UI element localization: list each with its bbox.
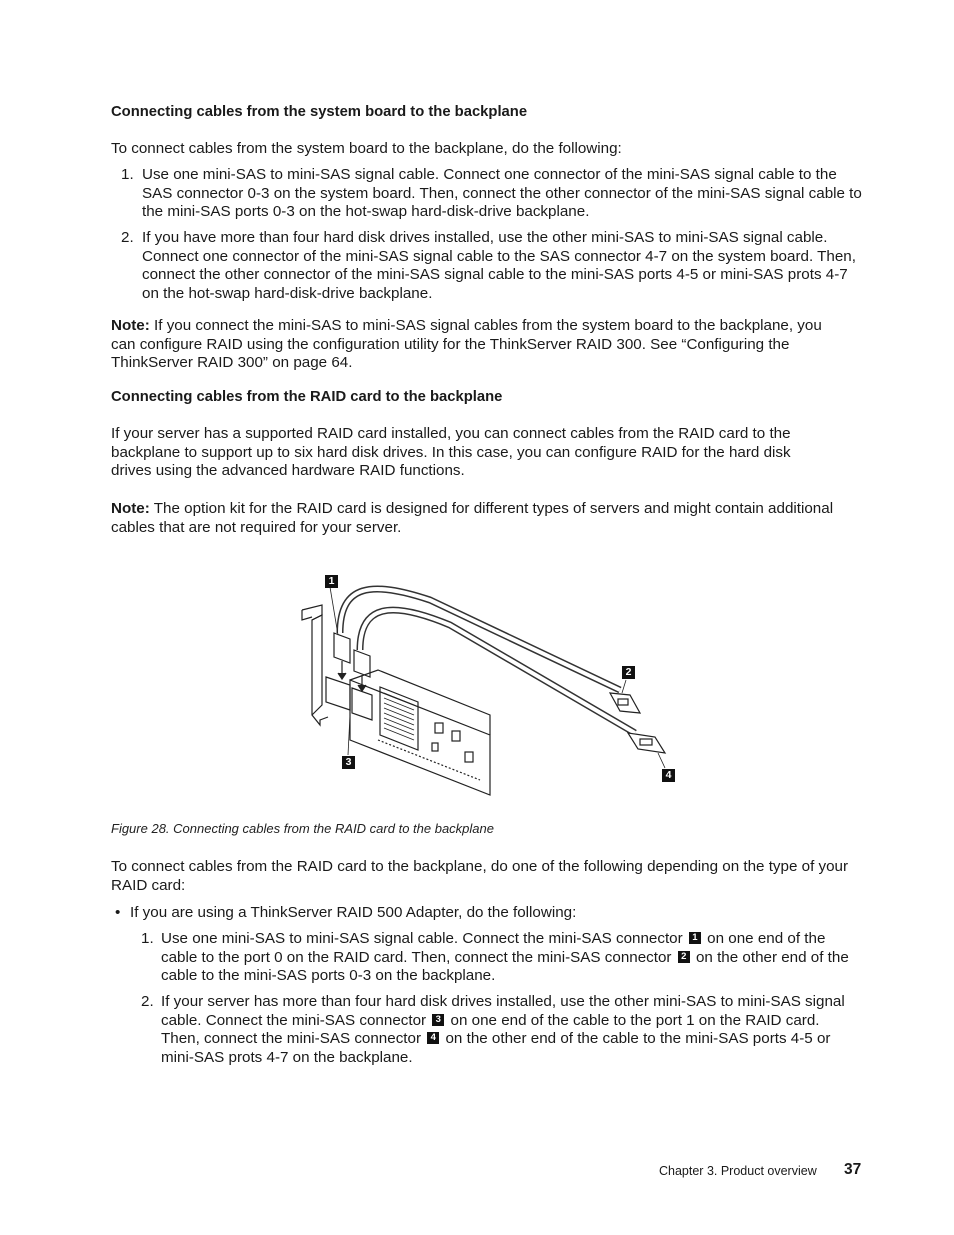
- raid-card-illustration: [290, 565, 690, 805]
- step-text-part: on the other end of the cable to the mini-SAS ports 4-5 or mini-SAS prots 4-7 on the backplane.: [161, 1030, 831, 1066]
- callout-2: 2: [622, 666, 635, 679]
- step-text: Use one mini-SAS to mini-SAS signal cable. Connect one connector of the mini-SAS signal cable to the SAS connector 0-3 on the system board. Then, connect the other connector of the mini-SAS signal cable to the mini-SAS ports 0-3 on the hot-swap hard-disk-drive backplane.: [142, 166, 862, 221]
- note: [111, 317, 833, 373]
- figure-caption: Figure 28. Connecting cables from the RAID card to the backplane: [111, 821, 494, 836]
- step-text-part: Use one mini-SAS to mini-SAS signal cable. Connect the mini-SAS connector: [161, 930, 683, 947]
- step-number: 1.: [141, 930, 154, 947]
- note-text: If you connect the mini-SAS to mini-SAS signal cables from the system board to the backplane, you can configure RAID using the configuration utility for the ThinkServer RAID 300. See “Configuring the ThinkServer RAID 300” on page 64.: [111, 317, 822, 372]
- bullet-text: If you are using a ThinkServer RAID 500 Adapter, do the following:: [130, 904, 577, 921]
- section-intro-raid-card: If your server has a supported RAID card installed, you can connect cables from the RAID card to the backplane to support up to six hard disk drives. In this case, you can configure RAID for the hard disk drives using the advanced hardware RAID functions.: [111, 425, 791, 480]
- footer-chapter: Chapter 3. Product overview: [659, 1164, 817, 1178]
- callout-badge-3: 3: [432, 1014, 444, 1026]
- note-label: Note:: [111, 500, 150, 517]
- callout-1: 1: [325, 575, 338, 588]
- step-number: 2.: [121, 229, 134, 246]
- callout-badge-1: 1: [689, 932, 701, 944]
- callout-badge-2: 2: [678, 951, 690, 963]
- section-heading-raid-card: Connecting cables from the RAID card to the backplane: [111, 389, 503, 405]
- step-number: 2.: [141, 993, 154, 1010]
- step-text: [161, 993, 861, 1067]
- section-heading-system-board: Connecting cables from the system board to the backplane: [111, 104, 528, 120]
- step-text-part: on one end of the cable to the port 1 on the RAID card. Then, connect the mini-SAS connector: [161, 1011, 820, 1048]
- step-text: [161, 930, 861, 986]
- callout-3: 3: [342, 756, 355, 769]
- step-text-part: on the other end of the cable to the mini-SAS ports 0-3 on the backplane.: [161, 948, 849, 985]
- step-text-part: on one end of the cable to the port 0 on the RAID card. Then, connect the mini-SAS connector: [161, 930, 826, 966]
- note-label: Note:: [111, 317, 150, 334]
- section-intro-system-board: To connect cables from the system board to the backplane, do the following:: [111, 140, 622, 157]
- callout-badge-4: 4: [427, 1032, 439, 1044]
- raid-card-figure: [290, 565, 690, 805]
- step-number: 1.: [121, 166, 134, 183]
- page-number: 37: [844, 1161, 862, 1178]
- section-intro-raid-steps: To connect cables from the RAID card to the backplane, do one of the following depending on the type of your RAID card:: [111, 858, 849, 894]
- note-text: The option kit for the RAID card is designed for different types of servers and might contain additional cables that are not required for your server.: [111, 500, 834, 536]
- step-text-part: If your server has more than four hard disk drives installed, use the other mini-SAS to mini-SAS signal cable. Connect the mini-SAS connector: [161, 993, 845, 1029]
- callout-4: 4: [662, 769, 675, 782]
- note: [111, 500, 866, 537]
- bullet: •: [115, 904, 121, 921]
- step-text: If you have more than four hard disk drives installed, use the other mini-SAS to mini-SAS signal cable. Connect one connector of the mini-SAS signal cable to the SAS connector 4-7 on the system board. Then, connect the other connector of the mini-SAS signal cable to the mini-SAS ports 4-5 or mini-SAS prots 4-7 on the hot-swap hard-disk-drive backplane.: [142, 229, 856, 302]
